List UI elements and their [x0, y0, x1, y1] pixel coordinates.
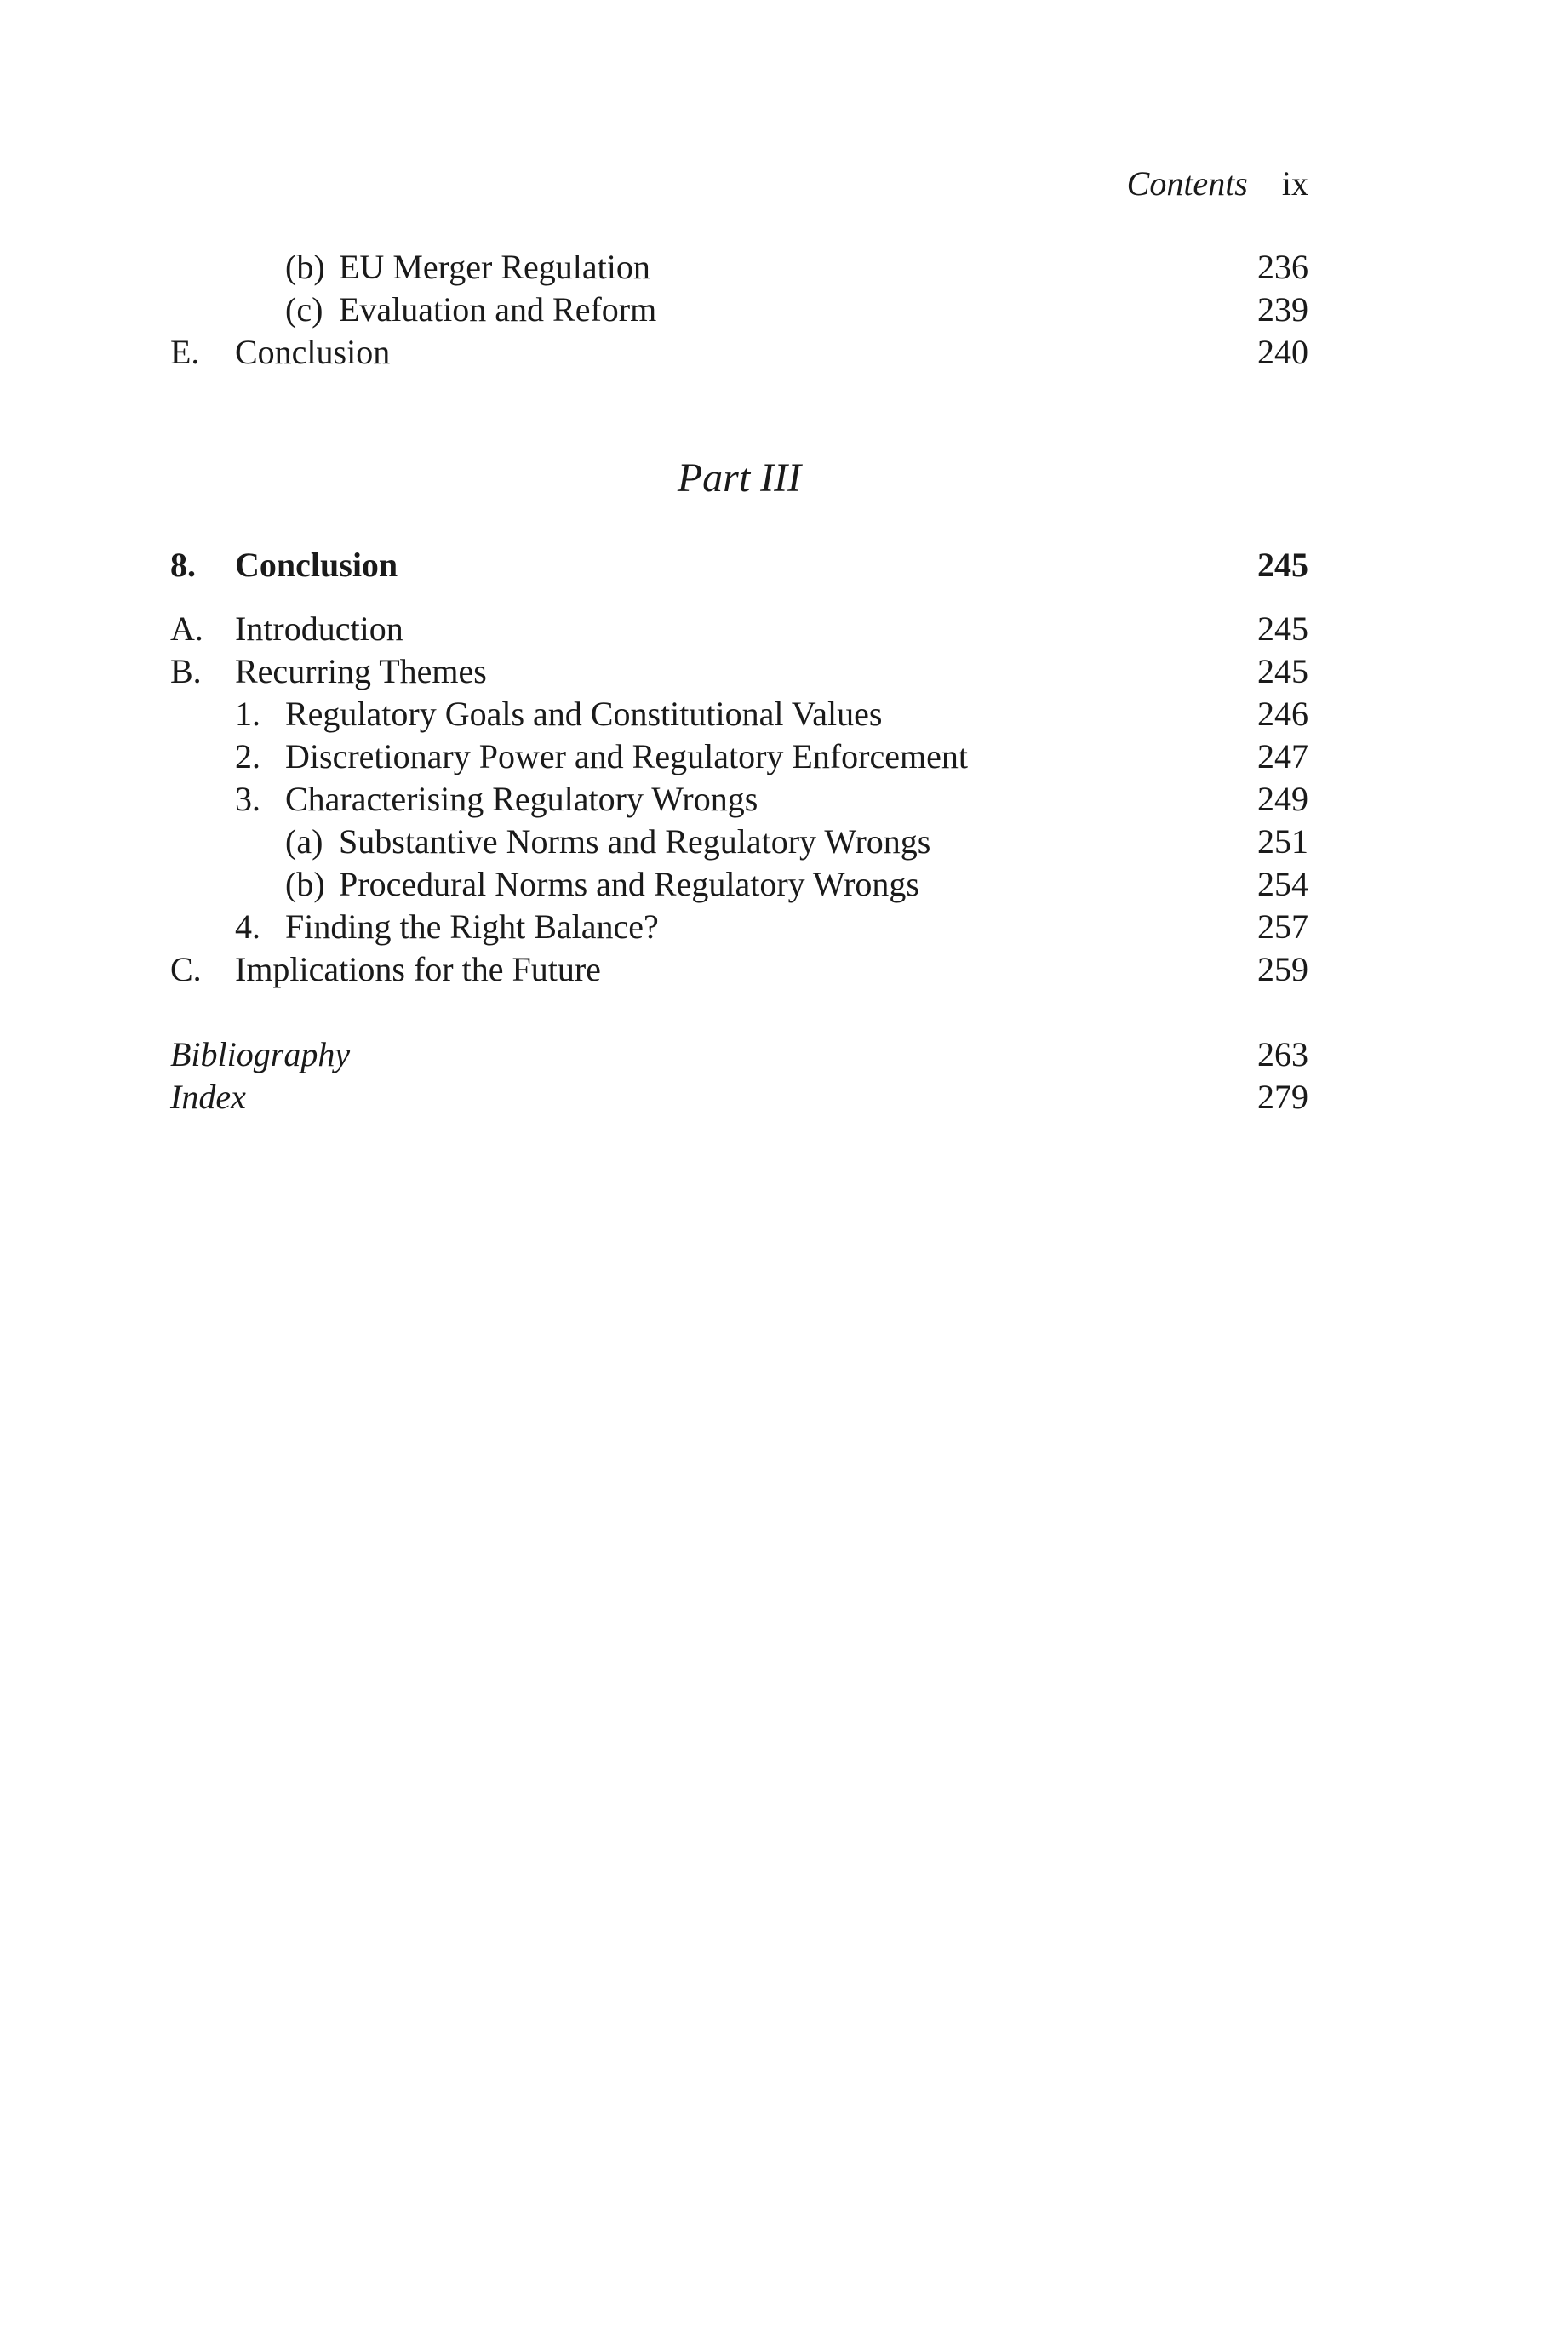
toc-entry-page: 236 — [1257, 248, 1308, 286]
toc-entry-title: Procedural Norms and Regulatory Wrongs — [339, 865, 919, 903]
toc-entry-page: 247 — [1257, 737, 1308, 775]
toc-entry-title: Conclusion — [235, 546, 398, 584]
toc-entry-eu-merger-regulation[interactable] — [170, 246, 1308, 289]
toc-entry-title: Conclusion — [235, 333, 391, 371]
toc-entry-title: Substantive Norms and Regulatory Wrongs — [339, 822, 931, 861]
toc-chapter-8-conclusion[interactable] — [170, 544, 1308, 587]
toc-entry-implications[interactable] — [170, 948, 1308, 991]
running-head-page-number: ix — [1281, 164, 1308, 203]
toc-entry-title: Bibliography — [170, 1035, 351, 1073]
toc-entry-page: 259 — [1257, 950, 1308, 988]
toc-entry-page: 257 — [1257, 907, 1308, 946]
toc-entry-label: 1. — [235, 695, 260, 733]
toc-entry-label: (c) — [285, 290, 323, 329]
toc-entry-characterising-wrongs[interactable] — [170, 778, 1308, 821]
toc-entry-label: C. — [170, 950, 202, 988]
toc-entry-label: (b) — [285, 865, 325, 903]
toc-entry-page: 251 — [1257, 822, 1308, 861]
toc-entry-title: EU Merger Regulation — [339, 248, 650, 286]
toc-entry-title: Index — [170, 1078, 246, 1116]
running-head — [1127, 160, 1308, 208]
toc-entry-title: Introduction — [235, 609, 403, 648]
toc-entry-label: 4. — [235, 907, 260, 946]
toc-entry-page: 263 — [1257, 1035, 1308, 1073]
toc-entry-page: 246 — [1257, 695, 1308, 733]
toc-entry-title: Regulatory Goals and Constitutional Values — [285, 695, 883, 733]
toc-entry-recurring-themes[interactable] — [170, 650, 1308, 693]
toc-entry-regulatory-goals[interactable] — [170, 693, 1308, 735]
toc-entry-label: B. — [170, 652, 202, 690]
toc-entry-title: Recurring Themes — [235, 652, 487, 690]
toc-entry-discretionary-power[interactable] — [170, 735, 1308, 778]
part-heading: Part III — [677, 455, 802, 501]
toc-entry-substantive-norms[interactable] — [170, 821, 1308, 863]
running-head-title: Contents — [1126, 164, 1248, 203]
toc-entry-title: Discretionary Power and Regulatory Enforcement — [285, 737, 968, 775]
toc-entry-page: 279 — [1257, 1078, 1308, 1116]
toc-entry-title: Finding the Right Balance? — [285, 907, 659, 946]
toc-entry-e-conclusion[interactable] — [170, 331, 1308, 374]
toc-entry-right-balance[interactable] — [170, 906, 1308, 948]
toc-entry-page: 245 — [1257, 652, 1308, 690]
toc-entry-introduction[interactable] — [170, 608, 1308, 650]
toc-entry-label: (b) — [285, 248, 325, 286]
toc-entry-label: 2. — [235, 737, 260, 775]
toc-entry-title: Characterising Regulatory Wrongs — [285, 780, 758, 818]
toc-entry-label: E. — [170, 333, 200, 371]
toc-entry-title: Implications for the Future — [235, 950, 601, 988]
toc-entry-page: 240 — [1257, 333, 1308, 371]
toc-entry-page: 254 — [1257, 865, 1308, 903]
toc-entry-label: 8. — [170, 546, 196, 584]
toc-entry-label: (a) — [285, 822, 323, 861]
toc-entry-label: 3. — [235, 780, 260, 818]
toc-entry-page: 245 — [1257, 546, 1308, 584]
toc-entry-page: 239 — [1257, 290, 1308, 329]
toc-entry-index[interactable] — [170, 1076, 1308, 1119]
toc-entry-page: 249 — [1257, 780, 1308, 818]
toc-entry-procedural-norms[interactable] — [170, 863, 1308, 906]
toc-entry-bibliography[interactable] — [170, 1033, 1308, 1076]
toc-entry-page: 245 — [1257, 609, 1308, 648]
toc-entry-title: Evaluation and Reform — [339, 290, 657, 329]
toc-entry-label: A. — [170, 609, 203, 648]
toc-entry-evaluation-and-reform[interactable] — [170, 289, 1308, 331]
